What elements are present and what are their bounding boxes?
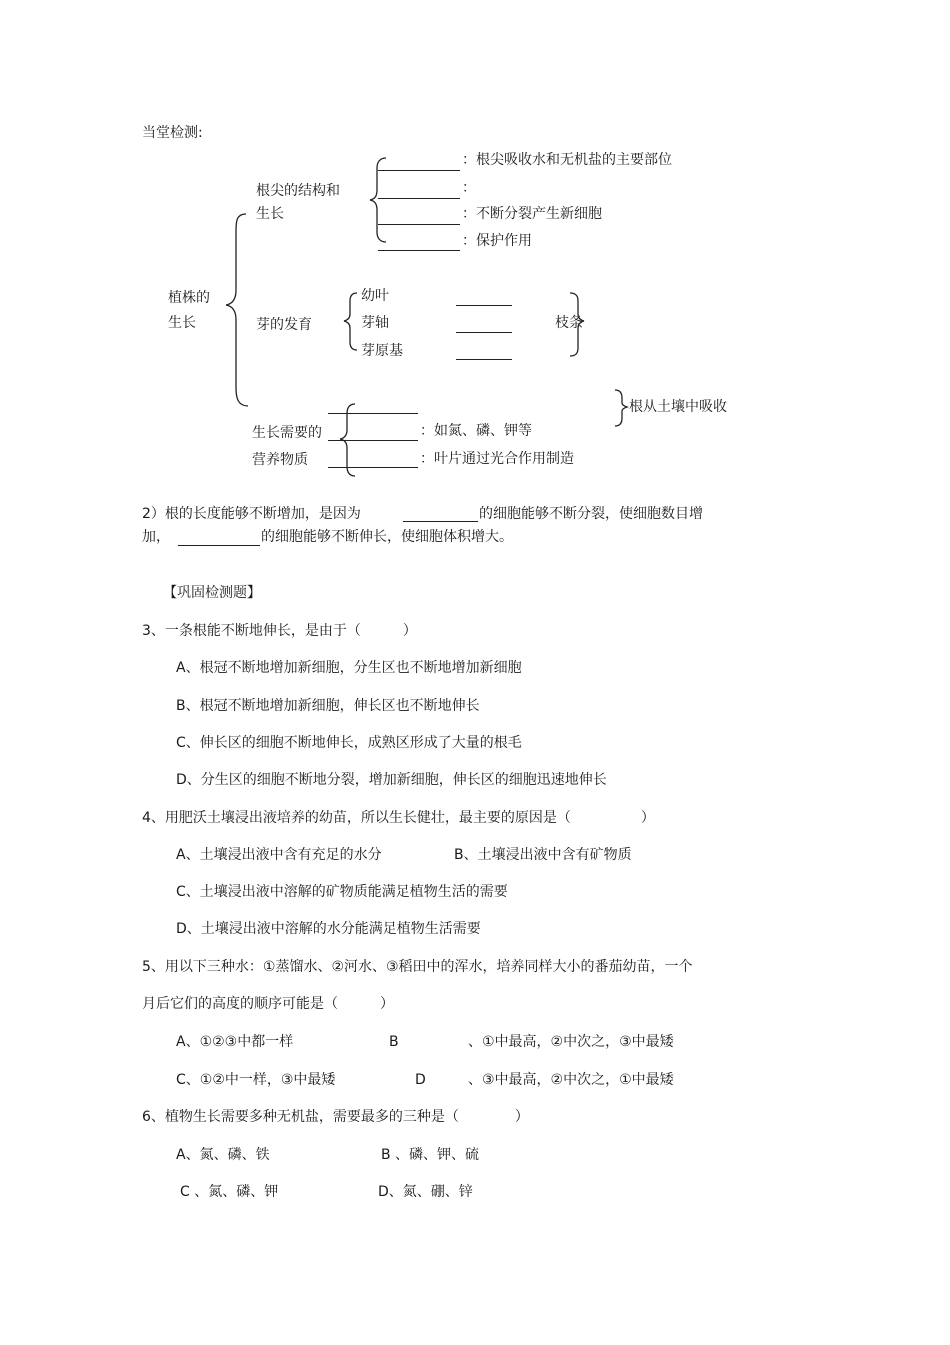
- q6-option-a: A、氮、磷、铁: [176, 1147, 270, 1163]
- bud-item: 幼叶: [361, 288, 389, 304]
- q5-stem: 5、用以下三种水：①蒸馏水、②河水、③稻田中的浑水，培养同样大小的番茄幼苗，一个: [142, 959, 693, 975]
- q4-option-c: C、土壤浸出液中溶解的矿物质能满足植物生活的需要: [176, 884, 508, 900]
- q5-stem: 月后它们的高度的顺序可能是（ ）: [142, 996, 394, 1012]
- q2-text: 的细胞能够不断分裂，使细胞数目增: [479, 506, 703, 522]
- q5-option-d-letter: D: [415, 1072, 426, 1088]
- nutrients-item: ：叶片通过光合作用制造: [420, 451, 574, 467]
- bud-item: 芽轴: [361, 315, 389, 331]
- consolidation-title: 【巩固检测题】: [163, 585, 261, 601]
- q3-stem: 3、一条根能不断地伸长，是由于（ ）: [142, 623, 417, 639]
- side-note: 根从土壤中吸收: [629, 399, 727, 415]
- q6-option-d: D、氮、硼、锌: [378, 1184, 473, 1200]
- q5-option-b-letter: B: [389, 1034, 399, 1050]
- bud-label: 芽的发育: [256, 317, 312, 333]
- nutrients-label: 生长需要的: [252, 425, 322, 441]
- root-label: 植株的: [168, 290, 210, 306]
- side-note-brace: [0, 0, 950, 500]
- q3-option: D、分生区的细胞不断地分裂，增加新细胞，伸长区的细胞迅速地伸长: [176, 772, 607, 788]
- bud-result: 枝条: [555, 315, 583, 331]
- q3-option: C、伸长区的细胞不断地伸长，成熟区形成了大量的根毛: [176, 735, 522, 751]
- q2-text: 2）根的长度能够不断增加，是因为: [142, 506, 361, 522]
- q6-option-c: C 、氮、磷、钾: [180, 1184, 279, 1200]
- section-title: 当堂检测:: [142, 125, 203, 141]
- root-tip-item: ：根尖吸收水和无机盐的主要部位: [462, 152, 672, 168]
- bud-item: 芽原基: [361, 343, 403, 359]
- root-tip-item: ：保护作用: [462, 233, 532, 249]
- nutrients-item: ：如氮、磷、钾等: [420, 423, 532, 439]
- root-tip-item: ：不断分裂产生新细胞: [462, 206, 602, 222]
- q3-option: B、根冠不断地增加新细胞，伸长区也不断地伸长: [176, 698, 480, 714]
- q2-text: 的细胞能够不断伸长，使细胞体积增大。: [261, 529, 513, 545]
- q5-option-c: C、①②中一样，③中最矮: [176, 1072, 336, 1088]
- blank-line: [403, 521, 478, 522]
- q3-option: A、根冠不断地增加新细胞，分生区也不断地增加新细胞: [176, 660, 522, 676]
- q5-option-d: 、③中最高，②中次之，①中最矮: [468, 1072, 674, 1088]
- q4-option-b: B、土壤浸出液中含有矿物质: [454, 847, 632, 863]
- nutrients-label: 营养物质: [252, 452, 308, 468]
- root-tip-label: 根尖的结构和: [256, 183, 340, 199]
- root-tip-label: 生长: [256, 206, 284, 222]
- q6-stem: 6、植物生长需要多种无机盐，需要最多的三种是（ ）: [142, 1109, 529, 1125]
- q2-text: 加，: [142, 529, 170, 545]
- q4-stem: 4、用肥沃土壤浸出液培养的幼苗，所以生长健壮，最主要的原因是（ ）: [142, 810, 655, 826]
- q4-option-d: D、土壤浸出液中溶解的水分能满足植物生活需要: [176, 921, 481, 937]
- root-label: 生长: [168, 315, 196, 331]
- q5-option-b: 、①中最高，②中次之，③中最矮: [468, 1034, 674, 1050]
- q5-option-a: A、①②③中都一样: [176, 1034, 294, 1050]
- blank-line: [178, 545, 260, 546]
- root-tip-item: ：: [462, 180, 476, 196]
- q6-option-b: B 、磷、钾、硫: [381, 1147, 480, 1163]
- q4-option-a: A、土壤浸出液中含有充足的水分: [176, 847, 382, 863]
